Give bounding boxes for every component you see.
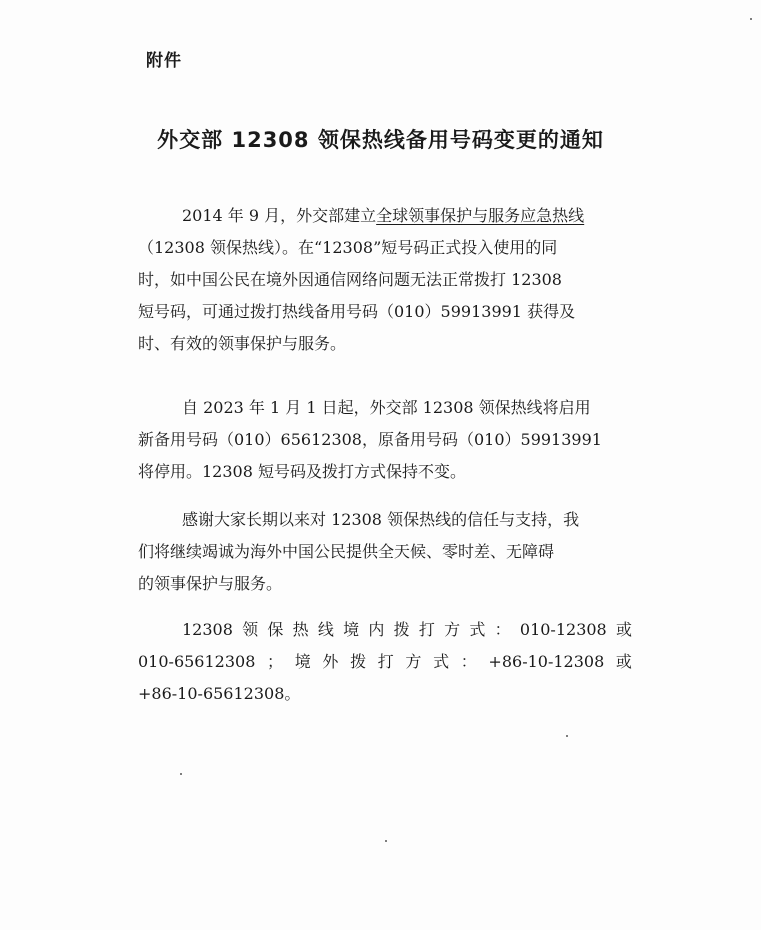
- scan-speck: [566, 735, 568, 737]
- p4-l1-part: 12308: [182, 620, 233, 639]
- attachment-label: 附件: [146, 51, 182, 71]
- p4-l1-part: ：: [494, 620, 511, 639]
- p4-l2-part: 010-65612308: [138, 652, 256, 671]
- hotline-name-underlined: 全球领事保护与服务应急热线: [376, 206, 585, 225]
- paragraph-4-line-1: [138, 614, 632, 646]
- paragraph-1-line-2: （12308 领保热线）。在“12308”短号码正式投入使用的同: [138, 238, 558, 257]
- p4-l1-part: 或: [615, 620, 632, 639]
- p4-l1-part: 内: [368, 620, 385, 639]
- paragraph-1-line-3: 时，如中国公民在境外因通信网络问题无法正常拨打 12308: [138, 270, 562, 289]
- paragraph-3-line-3: 的领事保护与服务。: [138, 574, 283, 593]
- p4-l2-part: +86-10-12308: [488, 652, 605, 671]
- paragraph-1: [138, 200, 632, 360]
- p4-l2-part: 境: [294, 652, 311, 671]
- p4-l1-part: 方: [444, 620, 461, 639]
- paragraph-2-line-3: 将停用。12308 短号码及拨打方式保持不变。: [138, 462, 466, 481]
- p4-l2-part: 式: [433, 652, 450, 671]
- p4-l2-part: 或: [615, 652, 632, 671]
- p4-l1-part: 打: [418, 620, 435, 639]
- paragraph-3-line-2: 们将继续竭诚为海外中国公民提供全天候、零时差、无障碍: [138, 542, 555, 561]
- p4-l2-part: 拨: [350, 652, 367, 671]
- p4-l1-part: 领: [242, 620, 259, 639]
- paragraph-1-line-1: [138, 200, 632, 232]
- paragraph-2: [138, 392, 632, 488]
- p4-l2-part: 打: [377, 652, 394, 671]
- paragraph-4-line-2: [138, 646, 632, 678]
- paragraph-2-line-2: 新备用号码（010）65612308，原备用号码（010）59913991: [138, 430, 602, 449]
- p4-l1-part: 拨: [393, 620, 410, 639]
- p4-l1-part: 热: [292, 620, 309, 639]
- scan-speck: [750, 18, 752, 20]
- document-title: 外交部 12308 领保热线备用号码变更的通知: [157, 128, 604, 152]
- p4-l2-part: 方: [405, 652, 422, 671]
- scan-speck: [180, 773, 182, 775]
- p4-l2-part: ；: [267, 652, 284, 671]
- p4-l2-part: 外: [322, 652, 339, 671]
- p4-l2-part: ：: [460, 652, 477, 671]
- paragraph-1-line-4: 短号码，可通过拨打热线备用号码（010）59913991 获得及: [138, 302, 576, 321]
- p4-l1-part: 境: [343, 620, 360, 639]
- scan-speck: [385, 840, 387, 842]
- p4-l1-part: 线: [317, 620, 334, 639]
- paragraph-4-line-3: +86-10-65612308。: [138, 684, 301, 703]
- paragraph-3-line-1: 感谢大家长期以来对 12308 领保热线的信任与支持，我: [182, 510, 580, 529]
- p4-l1-part: 式: [469, 620, 486, 639]
- paragraph-2-line-1: 自 2023 年 1 月 1 日起，外交部 12308 领保热线将启用: [182, 398, 591, 417]
- paragraph-4: [138, 614, 632, 710]
- paragraph-1-line-5: 时、有效的领事保护与服务。: [138, 334, 347, 353]
- paragraph-3: [138, 504, 632, 600]
- p4-l1-part: 010-12308: [519, 620, 607, 639]
- p4-l1-part: 保: [267, 620, 284, 639]
- paragraph-1-line-1-text: 2014 年 9 月，外交部建立: [182, 206, 377, 225]
